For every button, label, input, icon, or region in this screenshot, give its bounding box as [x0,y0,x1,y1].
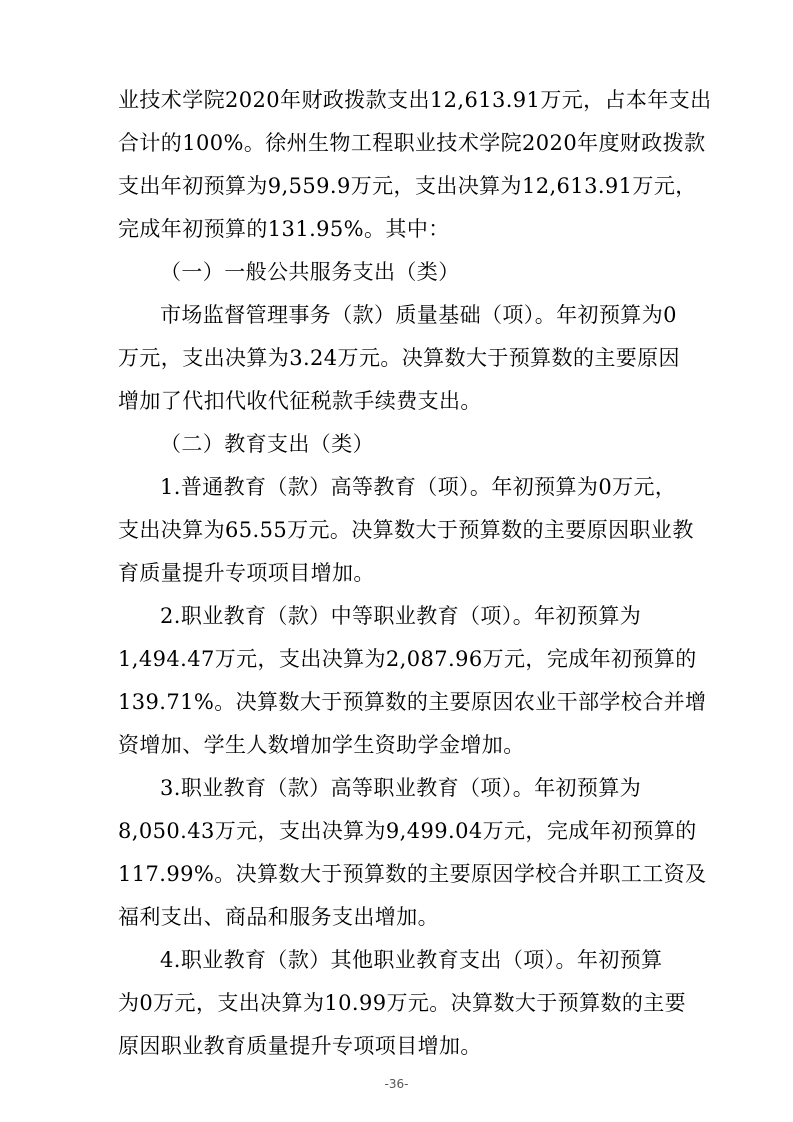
body-text-line: 139.71%。决算数大于预算数的主要原因农业干部学校合并增 [118,690,707,714]
body-text-line: 市场监督管理事务（款）质量基础（项）。年初预算为0 [160,303,677,327]
section-heading-general-public-services: （一）一般公共服务支出（类） [160,260,460,284]
body-text-line: 支出决算为65.55万元。决算数大于预算数的主要原因职业教 [118,518,694,542]
page-number: -36- [384,1077,409,1091]
body-text-line: 1.普通教育（款）高等教育（项）。年初预算为0万元， [160,475,677,499]
body-text-line: 业技术学院2020年财政拨款支出12,613.91万元，占本年支出 [118,88,712,112]
body-text-line: 原因职业教育质量提升专项项目增加。 [118,1034,482,1058]
section-heading-education: （二）教育支出（类） [160,432,374,456]
body-text-line: 8,050.43万元，支出决算为9,499.04万元，完成年初预算的 [118,819,697,843]
body-text-line: 为0万元，支出决算为10.99万元。决算数大于预算数的主要 [118,991,687,1015]
body-text-line: 资增加、学生人数增加学生资助学金增加。 [118,733,525,757]
body-text-line: 增加了代扣代收代征税款手续费支出。 [118,389,482,413]
body-text-line: 福利支出、商品和服务支出增加。 [118,905,439,929]
body-text-line: 合计的100%。徐州生物工程职业技术学院2020年度财政拨款 [118,131,706,155]
body-text-line: 完成年初预算的131.95%。其中： [118,217,450,241]
body-text-line: 3.职业教育（款）高等职业教育（项）。年初预算为 [160,776,642,800]
body-text-line: 2.职业教育（款）中等职业教育（项）。年初预算为 [160,604,642,628]
body-text-line: 4.职业教育（款）其他职业教育支出（项）。年初预算 [160,948,663,972]
body-text-line: 117.99%。决算数大于预算数的主要原因学校合并职工工资及 [118,862,707,886]
body-text-line: 1,494.47万元，支出决算为2,087.96万元，完成年初预算的 [118,647,697,671]
body-text-line: 支出年初预算为9,559.9万元，支出决算为12,613.91万元， [118,174,697,198]
body-text-line: 育质量提升专项项目增加。 [118,561,375,585]
body-text-line: 万元，支出决算为3.24万元。决算数大于预算数的主要原因 [118,346,680,370]
